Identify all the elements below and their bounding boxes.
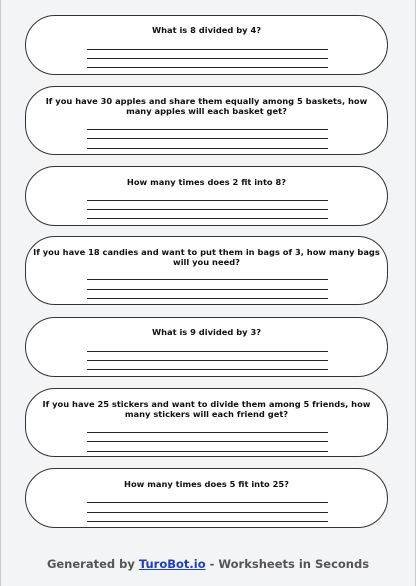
question-text: What is 9 divided by 3? bbox=[151, 327, 262, 337]
answer-line bbox=[87, 218, 328, 219]
question-card-1 bbox=[25, 15, 388, 75]
question-card-5 bbox=[25, 317, 388, 377]
question-text: If you have 18 candies and want to put them in bags of 3, how many bags will you need? bbox=[33, 247, 380, 267]
answer-line bbox=[87, 441, 328, 442]
question-card-6 bbox=[25, 388, 388, 457]
question-card-2 bbox=[25, 86, 388, 155]
answer-line bbox=[87, 360, 328, 361]
footer-suffix: - Worksheets in Seconds bbox=[209, 557, 370, 571]
answer-line bbox=[87, 351, 328, 352]
answer-line bbox=[87, 49, 328, 50]
question-text: How many times does 5 fit into 25? bbox=[124, 479, 289, 489]
answer-line bbox=[87, 138, 328, 139]
answer-line bbox=[87, 369, 328, 370]
answer-line bbox=[87, 289, 328, 290]
question-card-3 bbox=[25, 166, 388, 226]
footer-prefix: Generated by bbox=[46, 557, 135, 571]
answer-line bbox=[87, 279, 328, 280]
answer-line bbox=[87, 209, 328, 210]
answer-line bbox=[87, 67, 328, 68]
question-text: How many times does 2 fit into 8? bbox=[126, 177, 287, 187]
answer-line bbox=[87, 502, 328, 503]
question-text: What is 8 divided by 4? bbox=[151, 25, 262, 35]
answer-line bbox=[87, 521, 328, 522]
answer-line bbox=[87, 432, 328, 433]
question-card-7 bbox=[25, 468, 388, 528]
answer-line bbox=[87, 129, 328, 130]
page-border-left bbox=[0, 0, 1, 586]
page-footer bbox=[0, 557, 416, 571]
brand-link[interactable]: TuroBot.io bbox=[138, 557, 206, 571]
answer-line bbox=[87, 512, 328, 513]
question-text: If you have 30 apples and share them equally among 5 baskets, how many apples will each basket get? bbox=[45, 96, 368, 116]
answer-line bbox=[87, 200, 328, 201]
answer-line bbox=[87, 148, 328, 149]
question-text: If you have 25 stickers and want to divide them among 5 friends, how many stickers will each friend get? bbox=[42, 399, 371, 419]
question-card-4 bbox=[25, 236, 388, 305]
answer-line bbox=[87, 298, 328, 299]
answer-line bbox=[87, 58, 328, 59]
answer-line bbox=[87, 451, 328, 452]
